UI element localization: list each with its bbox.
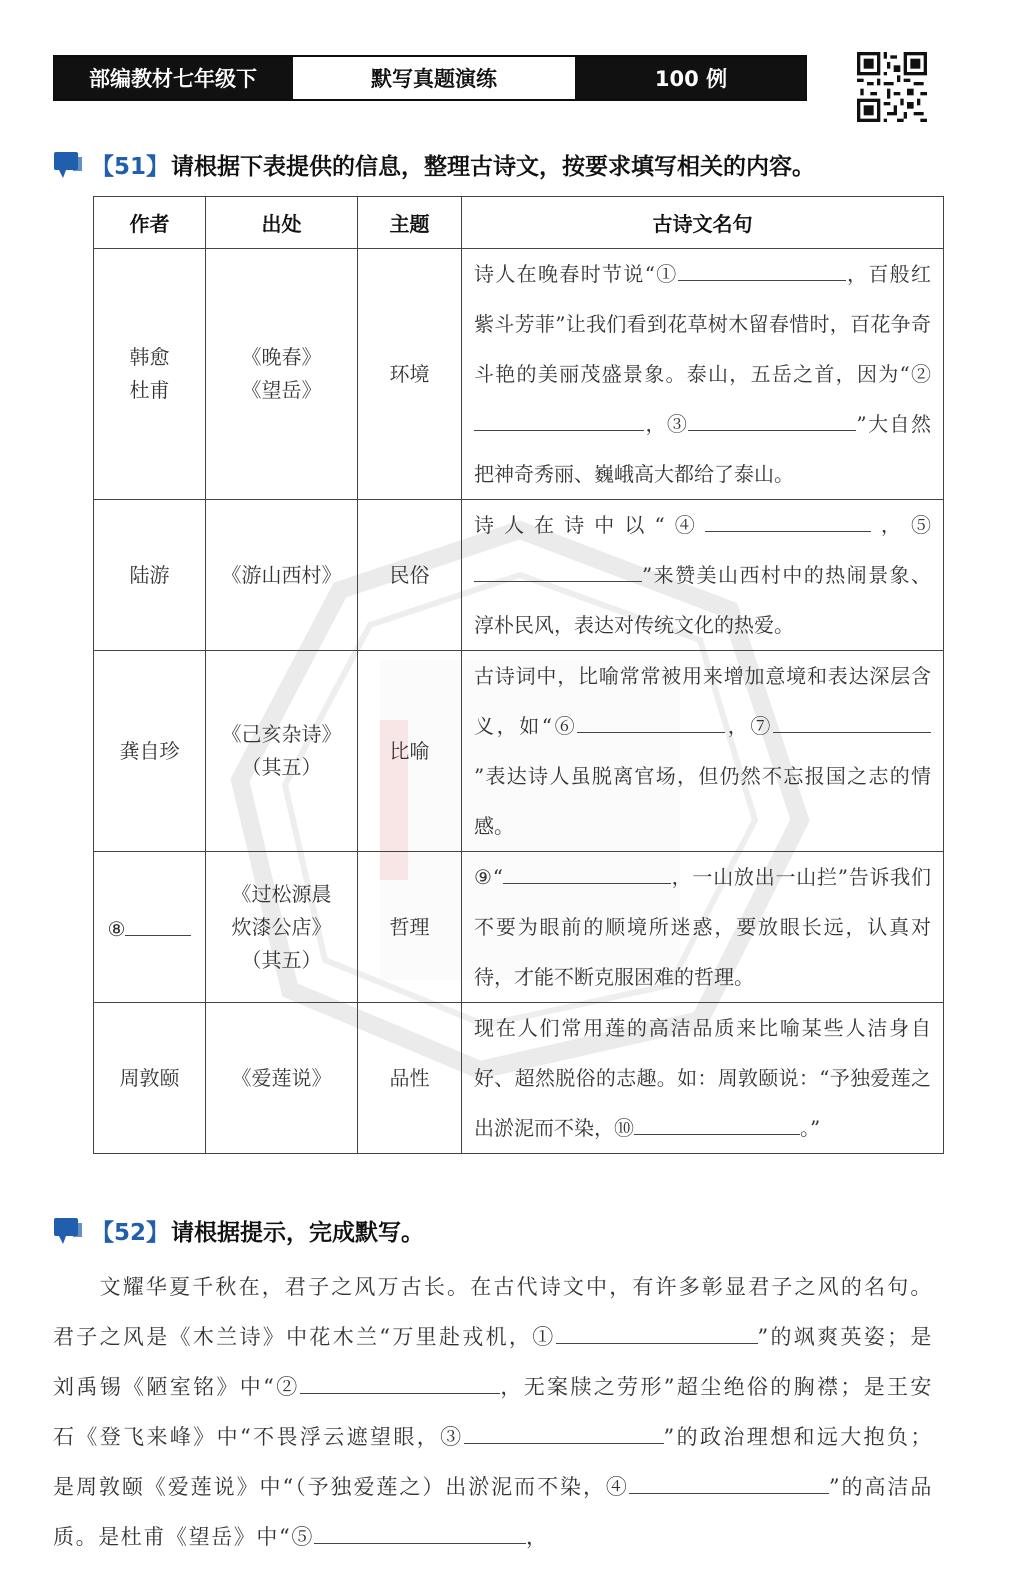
- quote-cell: [462, 249, 944, 500]
- source-title: （其五）: [241, 755, 322, 779]
- theme-cell: 环境: [358, 249, 462, 500]
- paragraph-text: ，: [525, 1525, 549, 1549]
- quote-text: 古诗词中，比喻常常被用来增加意境和表达深层含义，如“⑥: [474, 664, 931, 738]
- quote-text: 诗人在诗中以“④: [474, 513, 705, 537]
- blank-1[interactable]: [678, 254, 846, 281]
- source-title: （其五）: [241, 947, 322, 972]
- blank-1[interactable]: [556, 1317, 758, 1344]
- table-row: [94, 249, 944, 500]
- quote-text: ，⑦: [725, 714, 773, 738]
- question-number: 【51】: [91, 154, 170, 180]
- table-row: [94, 651, 944, 852]
- blank-3[interactable]: [464, 1417, 664, 1444]
- question-text: 请根据提示，完成默写。: [171, 1220, 425, 1246]
- quote-text: ，百般红紫斗芳菲”让我们看到花草树木留春惜时，百花争奇斗艳的美丽茂盛景象。泰山，五岳之首，因为“②: [474, 262, 932, 386]
- theme-cell: 民俗: [358, 500, 462, 651]
- header-bar: [53, 55, 807, 101]
- source-title: 《望岳》: [241, 378, 322, 402]
- quote-text: ⑨“: [474, 865, 503, 889]
- source-title: 《晚春》: [241, 345, 322, 369]
- theme-cell: 哲理: [358, 852, 462, 1003]
- source-cell: 《爱莲说》: [206, 1003, 358, 1154]
- blank-4[interactable]: [705, 505, 871, 532]
- quote-text: ，③: [644, 412, 689, 436]
- blank-2[interactable]: [474, 404, 644, 431]
- question-52-paragraph: [53, 1262, 933, 1562]
- quote-text: ，一山放出一山拦”告诉我们不要为眼前的顺境所迷惑，要放眼长远，认真对待，才能不断克服困难的哲理。: [474, 865, 931, 989]
- header-grade: 部编教材七年级下: [55, 57, 291, 99]
- source-title: 炊漆公店》: [231, 914, 332, 939]
- author-cell: [94, 249, 206, 500]
- blank-5[interactable]: [474, 555, 642, 582]
- blank-6[interactable]: [577, 706, 725, 733]
- source-cell: [206, 651, 358, 852]
- blank-4[interactable]: [629, 1467, 829, 1494]
- source-title: 《己亥杂诗》: [221, 722, 342, 746]
- author-number: ⑧: [107, 916, 126, 941]
- author-cell: 龚自珍: [94, 651, 206, 852]
- qr-code-icon: [857, 52, 927, 122]
- source-cell: 《游山西村》: [206, 500, 358, 651]
- paragraph-text: ”的政治理想和远大抱负；是周敦颐《爱莲说》中“（予独爱莲之）出淤泥而不染，④: [53, 1425, 933, 1499]
- question-52-heading: [53, 1214, 424, 1247]
- blank-8[interactable]: [125, 909, 191, 936]
- quote-text: ，⑤: [870, 513, 931, 537]
- quote-cell: [462, 1003, 944, 1154]
- question-text: 请根据下表提供的信息，整理古诗文，按要求填写相关的内容。: [171, 154, 816, 180]
- source-cell: [206, 852, 358, 1003]
- theme-cell: 比喻: [358, 651, 462, 852]
- quote-cell: [462, 651, 944, 852]
- source-title: 《过松源晨: [231, 881, 332, 906]
- paragraph-text: ，无案牍之劳形”超尘绝俗的胸襟；是王安石《登飞来峰》中“不畏浮云遮望眼，③: [53, 1375, 933, 1449]
- theme-cell: 品性: [358, 1003, 462, 1154]
- quote-text: ”大自然把神奇秀丽、巍峨高大都给了泰山。: [474, 412, 931, 486]
- header-title: 默写真题演练: [291, 57, 577, 99]
- quote-text: 诗人在晚春时节说“①: [474, 262, 678, 286]
- table-header-row: [94, 197, 944, 249]
- table-row: [94, 852, 944, 1003]
- column-header: 古诗文名句: [462, 197, 944, 249]
- table-row: [94, 1003, 944, 1154]
- author-name: 韩愈: [129, 345, 170, 369]
- source-cell: [206, 249, 358, 500]
- column-header: 主题: [358, 197, 462, 249]
- poem-table: [93, 196, 944, 1154]
- author-cell: 陆游: [94, 500, 206, 651]
- question-number: 【52】: [91, 1220, 170, 1246]
- bookmark-icon: [53, 1217, 83, 1245]
- paragraph-text: ”的高洁品质。是杜甫《望岳》中“⑤: [53, 1475, 933, 1549]
- author-cell: [94, 852, 206, 1003]
- blank-7[interactable]: [773, 706, 931, 733]
- question-51-heading: [53, 148, 815, 181]
- quote-cell: [462, 852, 944, 1003]
- blank-5[interactable]: [314, 1517, 526, 1544]
- column-header: 出处: [206, 197, 358, 249]
- quote-text: 。”: [800, 1116, 821, 1140]
- quote-text: 现在人们常用莲的高洁品质来比喻某些人洁身自好、超然脱俗的志趣。如：周敦颐说：“予独爱莲之出淤泥而不染，⑩: [474, 1016, 931, 1140]
- quote-cell: [462, 500, 944, 651]
- author-cell: 周敦颐: [94, 1003, 206, 1154]
- header-count: 100 例: [577, 57, 805, 99]
- quote-text: ”表达诗人虽脱离官场，但仍然不忘报国之志的情感。: [474, 764, 931, 838]
- paragraph-text: 文耀华夏千秋在，君子之风万古长。在古代诗文中，有许多彰显君子之风的名句。君子之风是《木兰诗》中花木兰“万里赴戎机，①: [53, 1275, 933, 1349]
- quote-text: ”来赞美山西村中的热闹景象、淳朴民风，表达对传统文化的热爱。: [474, 563, 931, 637]
- blank-9[interactable]: [503, 857, 671, 884]
- paragraph-text: ”的飒爽英姿；是刘禹锡《陋室铭》中“②: [53, 1325, 933, 1399]
- table-row: [94, 500, 944, 651]
- blank-10[interactable]: [634, 1108, 800, 1135]
- blank-3[interactable]: [688, 404, 856, 431]
- blank-2[interactable]: [300, 1367, 500, 1394]
- column-header: 作者: [94, 197, 206, 249]
- bookmark-icon: [53, 151, 83, 179]
- author-name: 杜甫: [129, 378, 170, 402]
